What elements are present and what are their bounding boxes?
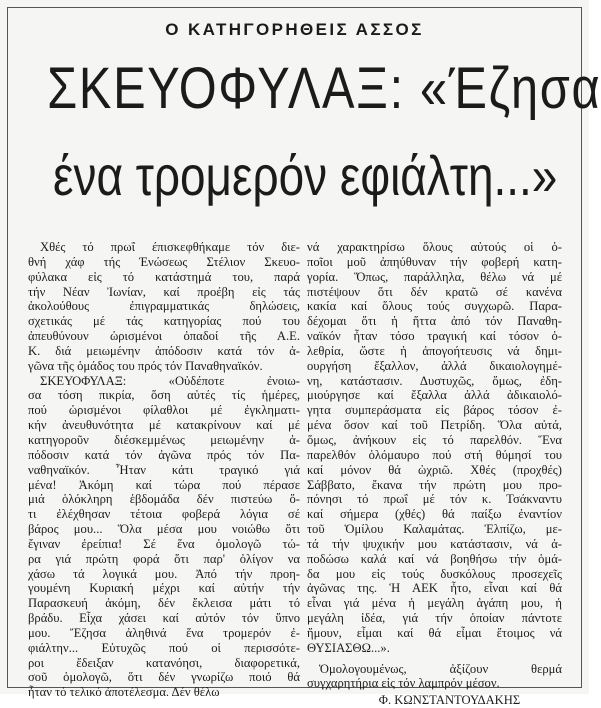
article-line: ναθηναϊκόν. Ἦταν κάτι τραγικό γιά — [28, 462, 300, 477]
article-line: γορία. Ὅπως, παράλληλα, θέλω νά μέ — [307, 269, 562, 284]
article-line: βράδυ. Εἶχα χάσει καί αὐτόν τόν ὕπνο — [28, 611, 300, 626]
article-line: σχετικάς μέ τάς κατηγορίας πού του — [28, 314, 300, 329]
article-line: πόδοσιν κατά τόν ἀγῶνα πρός τόν Πα- — [28, 447, 300, 462]
article-line: μιούργησε καί ἔξαλλα ἀλλά ἀδικαιολό- — [307, 388, 562, 403]
article-line: Παρασκευή ἀκόμη, δέν ἔκλεισα μάτι τό — [28, 596, 300, 611]
article-line: πόνησι τό πρωΐ μέ τόν κ. Τσάκναντυ — [307, 492, 562, 507]
article-line: Σάββατο, ἔκανα τήν πρώτη μου προ- — [307, 477, 562, 492]
article-line: ἔγιναν ἐρείπια! Σέ ἕνα ὁμολογῶ τώ- — [28, 536, 300, 551]
headline-line-2: ένα τρομερόν εφιάλτη...» — [53, 144, 558, 207]
article-line: ΣΚΕΥΟΦΥΛΑΞ: «Οὐδέποτε ἐνοιω- — [40, 373, 300, 388]
article-line: νη, κατάστασιν. Δυστυχῶς, ὅμως, ἐδη- — [307, 373, 562, 388]
article-line: σοῦ ὁμολογῶ, ὅτι δέν γνωρίζω ποιό θά — [28, 670, 300, 685]
article-line: ποδώσω καλά καί νά βοηθήσω τήν ὁμά- — [307, 551, 562, 566]
article-line: Χθές τό πρωΐ έπισκεφθήκαμε τόν διε- — [40, 240, 300, 254]
article-line: ἀκολούθους ἐπιγραμματικάς δηλώσεις, — [28, 299, 300, 314]
article-line: κήν ἀνευθυνότητα μέ κατακρίνουν καί μέ — [28, 418, 300, 433]
article-line: ουργήση ἔξαλλον, ἀλλά δικαιολογημέ- — [307, 358, 562, 373]
article-line: σα τόση πικρία, ὅση αὐτές τίς ἡμέρες, — [28, 388, 300, 403]
article-column-left — [28, 240, 300, 700]
article-line: μιά ὁλόκληρη ἑβδομάδα δέν πιστεύω ὅ- — [28, 492, 300, 507]
article-line: εἶναι γιά μένα ἡ μεγάλη ἀγάπη μου, ἡ — [307, 596, 562, 611]
article-line: Κ. διά μειωμένην ἀπόδοσιν κατά τόν ἀ- — [28, 343, 300, 358]
article-line: ἀπευθύνουν ὡρισμένοι ὀπαδοί τῆς Α.Ε. — [28, 329, 300, 344]
article-line: ποῖοι μοῦ ἀπηύθυναν τήν φοβερή κατη- — [307, 254, 562, 269]
article-line: δα μου εἰς τούς δυσκόλους προσεχεῖς — [307, 566, 562, 581]
article-line: χάσω τά λογικά μου. Ἀπό τήν προη- — [28, 566, 300, 581]
article-line: γουμένη Κυριακή μέχρι καί αὐτήν τήν — [28, 581, 300, 596]
author-signature: Φ. ΚΩΝΣΤΑΝΤΟΥΔΑΚΗΣ — [378, 693, 521, 708]
article-line: συγχαρητήρια εἰς τόν λαμπρόν μέσον. — [307, 676, 500, 691]
article-line: ἀγῶνας της. Ἡ ΑΕΚ ἦτο, εἶναι καί θά — [307, 581, 562, 596]
article-line: δέχομαι ὅτι ἡ ἥττα ἀπό τόν Παναθη- — [307, 314, 562, 329]
article-line: τά τήν ψυχικήν μου κατάστασιν, νά ἀ- — [307, 536, 562, 551]
kicker-line: Ο ΚΑΤΗΓΟΡΗΘΕΙΣ ΑΣΣΟΣ — [165, 20, 424, 39]
article-line: κακία καί ὅλους τούς συγχωρῶ. Παρα- — [307, 299, 562, 314]
article-line: φιάλτην... Εὐτυχῶς πού οἱ περισσότε- — [28, 640, 300, 655]
article-line: τοῦ Ὁμίλου Καλαμάτας. Ἐλπίζω, με- — [307, 522, 562, 537]
article-line: παρελθόν ὁλόμαυρο πού στή θύμησί του — [307, 447, 562, 462]
article-line: γητα συμπεράσματα εἰς βάρος τόσον ἐ- — [307, 403, 562, 418]
article-line: τήν Νέαν Ἰωνίαν, καί προέβη εἰς τάς — [28, 284, 300, 299]
article-line: ρα γιά πρώτη φορά ὅτι παρ' ὀλίγον να — [28, 551, 300, 566]
article-line: καί μόνον θά ὠχριῶ. Χθές (προχθές) — [307, 462, 562, 477]
article-line: Ὁμολογουμένως, ἀξίζουν θερμά — [319, 661, 562, 676]
article-line: κατηγοροῦν διέσκεμμένως μειωμένην ἀ- — [28, 432, 300, 447]
article-line: ὅμως, ἀνήκουν εἰς τό παρελθόν. Ἕνα — [307, 432, 562, 447]
article-line: μένα ὅσον καί τοῦ Πετρίδη. Ὅλα αὐτά, — [307, 418, 562, 433]
article-line: γῶνα τῆς ὁμάδος του πρός τόν Παναθηναϊκόν. — [28, 358, 263, 373]
article-line: φύλακα εἰς τό κατάστημά του, παρά — [28, 269, 300, 284]
headline-line-1: ΣΚΕΥΟΦΥΛΑΞ: «Έζησα — [47, 56, 601, 121]
article-line: ΘΥΣΙΑΣΘΩ...». — [307, 640, 390, 655]
article-line: θνή χάφ τής Ένώσεως Στέλιον Σκευο- — [28, 254, 300, 269]
article-line: καί σήμερα (χθές) θά παίξω ἐναντίον — [307, 507, 562, 522]
article-line: πιστέψουν ὅτι δέν κρατῶ σέ κανένα — [307, 284, 562, 299]
article-line: τι ἐλέχθησαν τέτοια φοβερά λόγια σέ — [28, 507, 300, 522]
article-line: μένα! Ἀκόμη καί τώρα πού πέρασε — [28, 477, 300, 492]
article-line: μου. Ἔζησα ἀληθινά ἕνα τρομερόν ἐ- — [28, 625, 300, 640]
article-line: μεγάλη ἰδέα, γιά τήν ὁποίαν πάντοτε — [307, 611, 562, 626]
article-line: λεθρία, ὥστε ἡ ἀπογοήτευσις νά δημι- — [307, 343, 562, 358]
article-line: ἤμουν, εἶμαι καί θά εἶμαι ἕτοιμος νά — [307, 625, 562, 640]
article-line: πού ὡρισμένοι φίλαθλοι μέ ἐγκληματι- — [28, 403, 300, 418]
article-line: ροι ἔδειξαν κατανόησι, διαφορετικά, — [28, 655, 300, 670]
article-line: ναϊκόν ἦταν τόσο τραγική καί τόσον ὀ- — [307, 329, 562, 344]
article-line: βάρος μου... Ὅλα μέσα μου νοιώθω ὅτι — [28, 522, 300, 537]
article-column-right — [307, 240, 562, 708]
article-line: ἦταν τό τελικό ἀποτέλεσμα. Δέν θέλω — [28, 685, 220, 700]
article-line: νά χαρακτηρίσω ὅλους αὐτούς οἱ ὁ- — [307, 240, 562, 254]
